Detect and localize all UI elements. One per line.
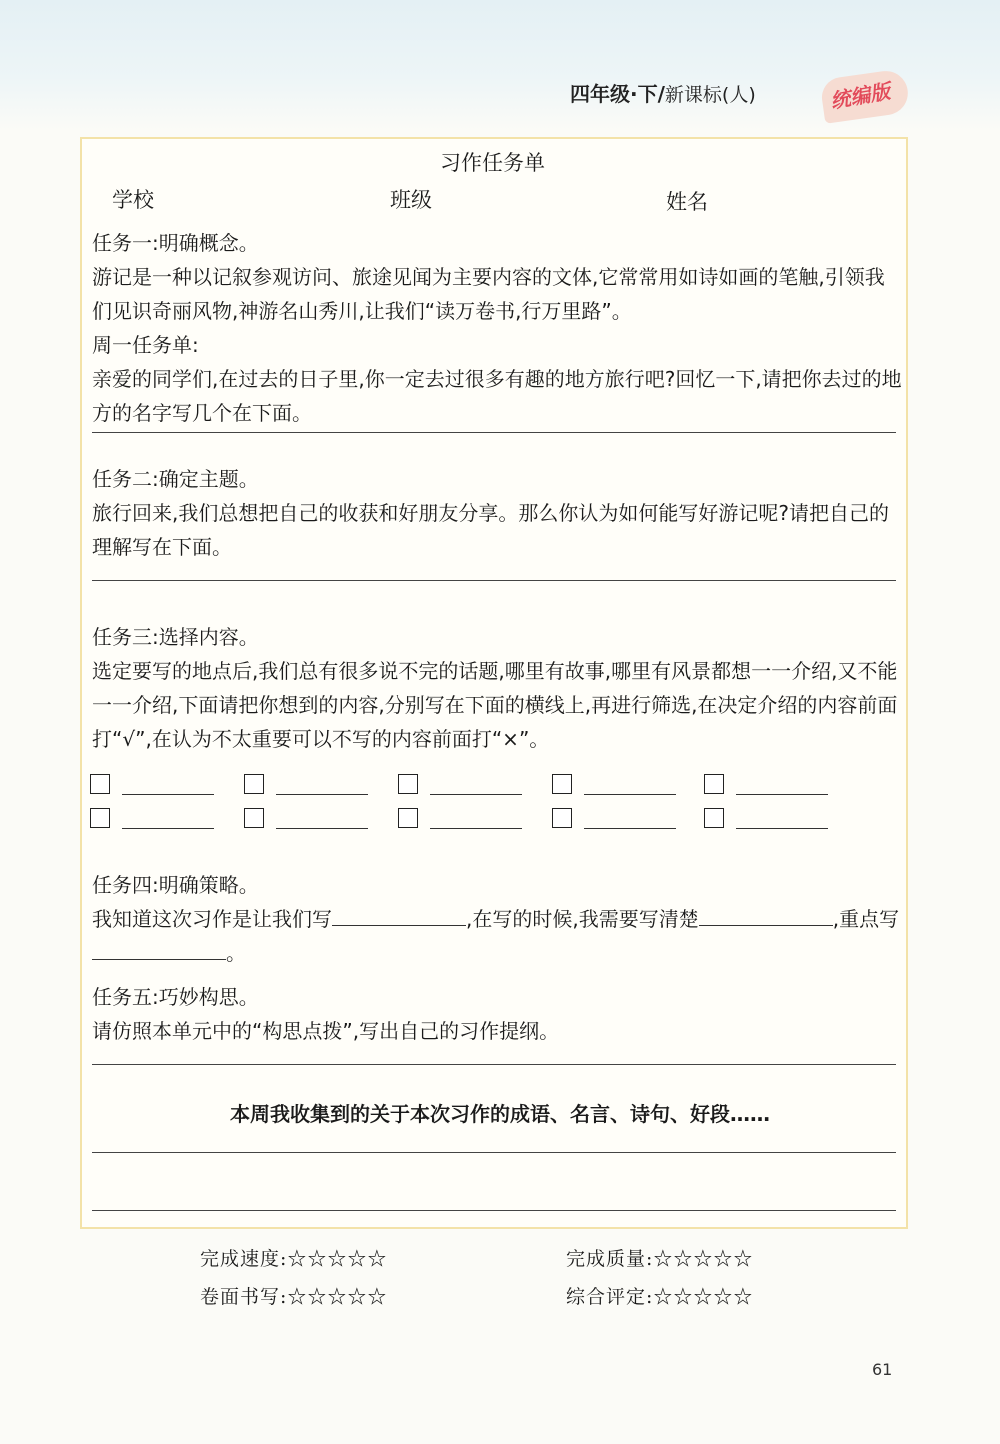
item-line[interactable] [430,794,522,795]
write-focus-blank[interactable] [92,937,226,960]
item-checkbox[interactable] [244,774,264,794]
item-checkbox[interactable] [398,774,418,794]
item-checkbox[interactable] [552,774,572,794]
grade-label: 四年级·下/ [570,82,665,106]
collect-heading: 本周我收集到的关于本次习作的成语、名言、诗句、好段…… [230,1102,770,1126]
task1-prompt: 亲爱的同学们,在过去的日子里,你一定去过很多有趣的地方旅行吧?回忆一下,请把你去过的地方的名字写几个在下面。 [92,367,902,425]
write-topic-blank[interactable] [332,903,466,926]
edition-badge: 统编版 [828,78,892,114]
page-number: 61 [872,1360,893,1379]
task2-text: 旅行回来,我们总想把自己的收获和好朋友分享。那么你认为如何能写好游记呢?请把自己的理解写在下面。 [92,501,889,559]
item-line[interactable] [736,828,828,829]
write-details-blank[interactable] [699,903,833,926]
task1-heading: 任务一:明确概念。 [92,231,259,255]
item-line[interactable] [276,828,368,829]
task4-text-part2: ,在写的时候,我需要写清楚 [466,907,699,931]
item-checkbox[interactable] [90,774,110,794]
task1-answer-line[interactable] [92,432,896,433]
item-line[interactable] [584,794,676,795]
item-checkbox[interactable] [552,808,572,828]
book-series [570,78,756,107]
item-line[interactable] [584,828,676,829]
item-checkbox[interactable] [244,808,264,828]
task4-block [92,868,904,970]
item-line[interactable] [276,794,368,795]
item-line[interactable] [736,794,828,795]
school-label: 学校 [112,188,154,212]
task4-text-part1: 我知道这次习作是让我们写 [92,907,332,931]
collect-line-2[interactable] [92,1210,896,1211]
task3-text: 选定要写的地点后,我们总有很多说不完的话题,哪里有故事,哪里有风景都想一一介绍,又不能一一介绍,下面请把你想到的内容,分别写在下面的横线上,再进行筛选,在决定介绍的内容前面打“√”,在认为不太重要可以不写的内容前面打“×”。 [92,659,898,751]
task4-sentence [92,902,904,970]
task1-subheading: 周一任务单: [92,333,199,357]
item-line[interactable] [122,794,214,795]
item-checkbox[interactable] [398,808,418,828]
rating-quality: 完成质量:☆☆☆☆☆ [566,1248,754,1270]
item-line[interactable] [122,828,214,829]
name-label: 姓名 [666,190,708,214]
worksheet-title: 习作任务单 [440,151,545,175]
item-line[interactable] [430,828,522,829]
edition-label: 新课标(人) [664,84,756,106]
item-checkbox[interactable] [90,808,110,828]
task5-block [92,980,904,1048]
rating-overall: 综合评定:☆☆☆☆☆ [566,1286,754,1308]
task1-block [92,226,904,430]
task5-text: 请仿照本单元中的“构思点拨”,写出自己的习作提纲。 [92,1019,560,1043]
task5-heading: 任务五:巧妙构思。 [92,985,259,1009]
task4-text-part4: 。 [226,941,246,965]
class-label: 班级 [390,188,432,212]
task3-block [92,620,904,756]
item-checkbox[interactable] [704,808,724,828]
task4-heading: 任务四:明确策略。 [92,873,259,897]
item-checkbox[interactable] [704,774,724,794]
rating-writing: 卷面书写:☆☆☆☆☆ [200,1286,388,1308]
collect-line-1[interactable] [92,1152,896,1153]
task3-heading: 任务三:选择内容。 [92,625,259,649]
task2-heading: 任务二:确定主题。 [92,467,259,491]
task2-block [92,462,904,564]
rating-speed: 完成速度:☆☆☆☆☆ [200,1248,388,1270]
task2-answer-line[interactable] [92,580,896,581]
task4-text-part3: ,重点写 [832,907,900,931]
task1-text: 游记是一种以记叙参观访问、旅途见闻为主要内容的文体,它常常用如诗如画的笔触,引领我们见识奇丽风物,神游名山秀川,让我们“读万卷书,行万里路”。 [92,265,885,323]
task5-answer-line[interactable] [92,1064,896,1065]
